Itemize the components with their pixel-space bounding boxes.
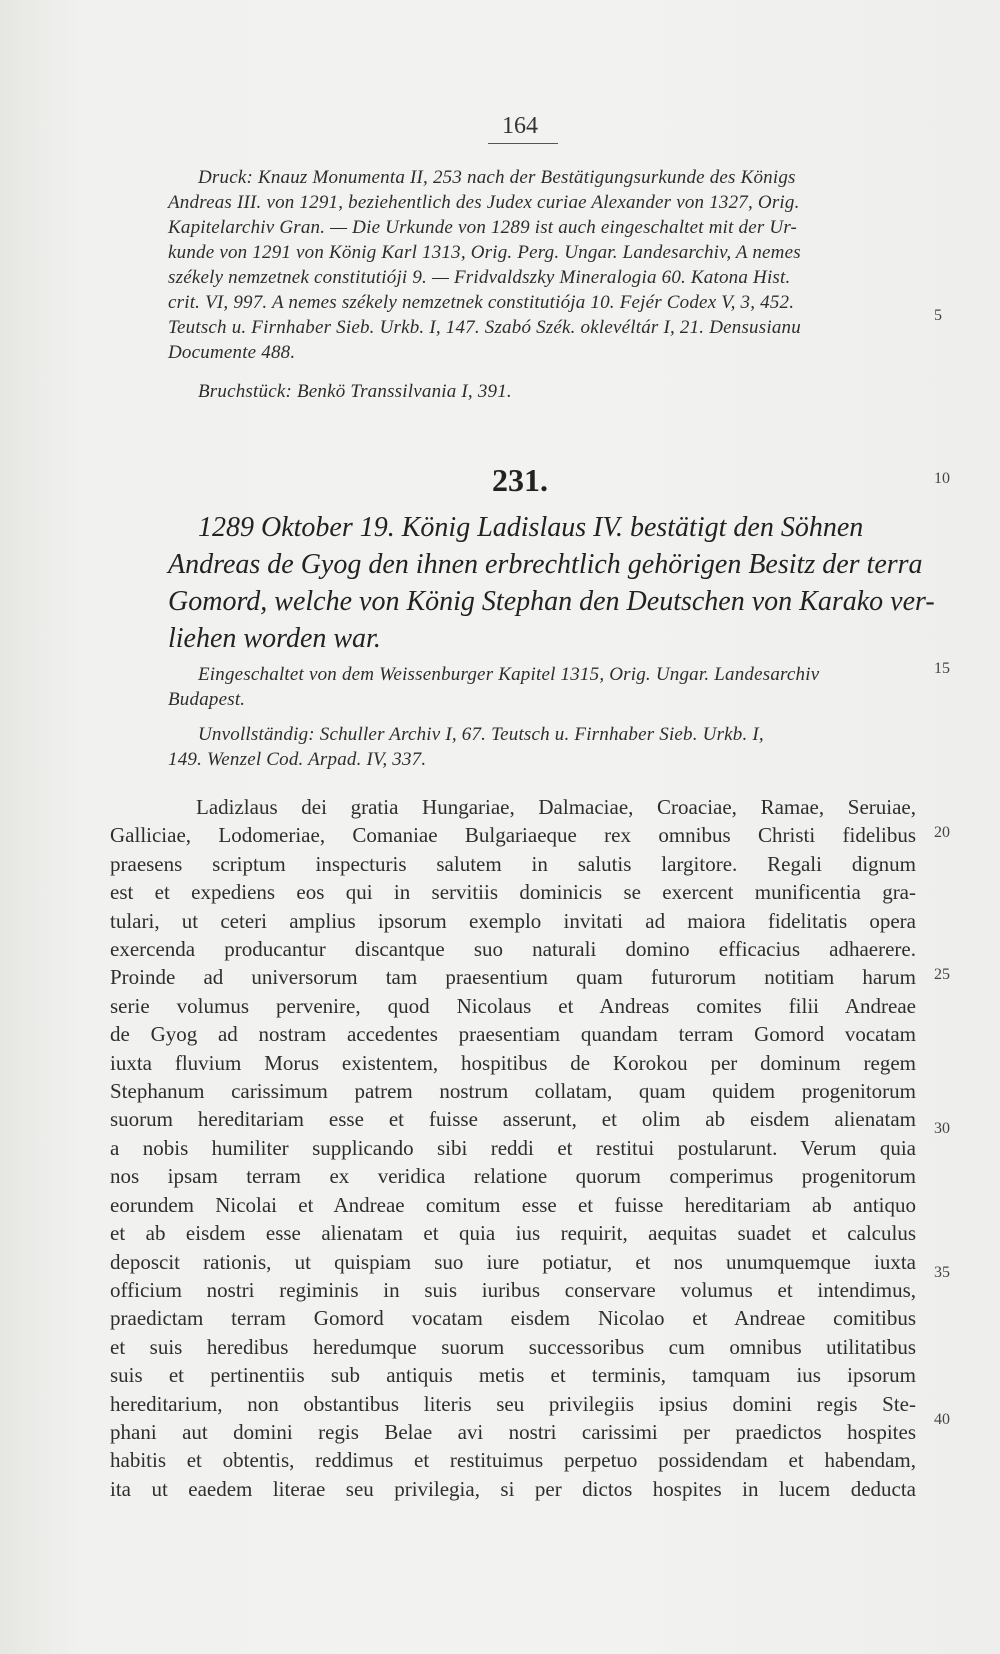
sources-line: székely nemzetnek constitutióji 9. — Fridvaldszky Mineralogia 60. Katona Hist. (168, 267, 791, 288)
body-line: praedictam terram Gomord vocatam eisdem Nicolao et Andreae comitibus (110, 1306, 916, 1331)
sources-line: Andreas III. von 1291, beziehentlich des Judex curiae Alexander von 1327, Orig. (168, 192, 800, 213)
incomplete-note (168, 722, 916, 772)
body-line: nos ipsam terram ex veridica relatione quorum comperimus progenitorum (110, 1164, 916, 1189)
body-line: hereditarium, non obstantibus literis seu privilegiis ipsius domini regis Ste- (110, 1391, 916, 1416)
heading-line: Gomord, welche von König Stephan den Deutschen von Karako ver- (168, 586, 935, 617)
margin-line-number: 10 (934, 470, 950, 487)
page-number: 164 (502, 113, 538, 139)
sources-line: Teutsch u. Firnhaber Sieb. Urkb. I, 147. Szabó Szék. oklevéltár I, 21. Densusianu (168, 317, 801, 338)
margin-line-number: 15 (934, 660, 950, 677)
margin-line-number: 20 (934, 824, 950, 841)
sources-block (168, 165, 916, 365)
body-line: praesens scriptum inspecturis salutem in salutis largitore. Regali dignum (110, 851, 916, 876)
page-number-rule (488, 143, 558, 144)
incomplete-line: 149. Wenzel Cod. Arpad. IV, 337. (168, 749, 427, 770)
inserted-line: Budapest. (168, 689, 246, 710)
sources-line: Kapitelarchiv Gran. — Die Urkunde von 1289 ist auch eingeschaltet mit der Ur- (168, 217, 798, 238)
body-line: suis et pertinentiis sub antiquis metis et terminis, tamquam ius ipsorum (110, 1363, 916, 1388)
sources-line: Documente 488. (168, 342, 296, 363)
fragment-line: Bruchstück: Benkö Transsilvania I, 391. (198, 381, 512, 402)
heading-line: liehen worden war. (168, 623, 381, 654)
inserted-line: Eingeschaltet von dem Weissenburger Kapitel 1315, Orig. Ungar. Landesarchiv (198, 664, 820, 685)
sources-line: Druck: Knauz Monumenta II, 253 nach der Bestätigungsurkunde des Königs (198, 167, 796, 188)
body-line: habitis et obtentis, reddimus et restituimus perpetuo possidendam et habendam, (110, 1448, 916, 1473)
body-line: eorundem Nicolai et Andreae comitum esse et fuisse hereditariam ab antiquo (110, 1192, 916, 1217)
margin-line-number: 40 (934, 1411, 950, 1428)
sources-line: kunde von 1291 von König Karl 1313, Orig. Perg. Ungar. Landesarchiv, A nemes (168, 242, 801, 263)
body-line: Ladizlaus dei gratia Hungariae, Dalmaciae, Croaciae, Ramae, Seruiae, (196, 795, 916, 819)
heading-line: 1289 Oktober 19. König Ladislaus IV. bestätigt den Söhnen (198, 512, 864, 543)
document-heading (168, 509, 935, 657)
body-line: a nobis humiliter supplicando sibi reddi et restitui postularunt. Verum quia (110, 1135, 916, 1160)
body-line: et ab eisdem esse alienatam et quia ius requirit, aequitas suadet et calculus (110, 1221, 916, 1246)
sources-line: crit. VI, 997. A nemes székely nemzetnek constitutiója 10. Fejér Codex V, 3, 452. (168, 292, 795, 313)
body-line: Galliciae, Lodomeriae, Comaniae Bulgariaeque rex omnibus Christi fidelibus (110, 823, 916, 848)
body-line: de Gyog ad nostram accedentes praesentiam quandam terram Gomord vocatam (110, 1022, 916, 1047)
margin-line-number: 25 (934, 966, 950, 983)
body-line: Stephanum carissimum patrem nostrum collatam, quam quidem progenitorum (110, 1079, 916, 1104)
heading-line: Andreas de Gyog den ihnen erbrechtlich gehörigen Besitz der terra (168, 549, 923, 580)
fragment-block (168, 379, 916, 404)
body-line: suorum hereditariam esse et fuisse asserunt, et olim ab eisdem alienatam (110, 1107, 916, 1132)
body-line: serie volumus pervenire, quod Nicolaus et Andreas comites filii Andreae (110, 993, 916, 1018)
charter-body-text (110, 793, 916, 1503)
body-line: iuxta fluvium Morus existentem, hospitibus de Korokou per dominum regem (110, 1050, 916, 1075)
body-line: Proinde ad universorum tam praesentium quam futurorum notitiam harum (110, 965, 916, 990)
margin-line-number: 30 (934, 1120, 950, 1137)
margin-line-number: 35 (934, 1264, 950, 1281)
body-line: officium nostri regiminis in suis iuribus conservare volumus et intendimus, (110, 1277, 916, 1302)
body-line: ita ut eaedem literae seu privilegia, si per dictos hospites in lucem deducta (110, 1476, 916, 1501)
body-line: exercenda producantur discantque suo naturali domino efficacius adhaerere. (110, 937, 916, 962)
document-number: 231. (492, 462, 548, 498)
body-line: et suis heredibus heredumque suorum successoribus cum omnibus utilitatibus (110, 1334, 916, 1359)
body-line: phani aut domini regis Belae avi nostri carissimi per praedictos hospites (110, 1419, 916, 1444)
inserted-note (168, 662, 916, 712)
body-line: deposcit rationis, ut quispiam suo iure potiatur, et nos unumquemque iuxta (110, 1249, 916, 1274)
margin-line-number: 5 (934, 307, 942, 324)
body-line: tulari, ut ceteri amplius ipsorum exemplo invitati ad maiora fidelitatis opera (110, 908, 916, 933)
incomplete-line: Unvollständig: Schuller Archiv I, 67. Teutsch u. Firnhaber Sieb. Urkb. I, (198, 724, 764, 745)
body-line: est et expediens eos qui in servitiis dominicis se exercent munificentia gra- (110, 880, 916, 905)
